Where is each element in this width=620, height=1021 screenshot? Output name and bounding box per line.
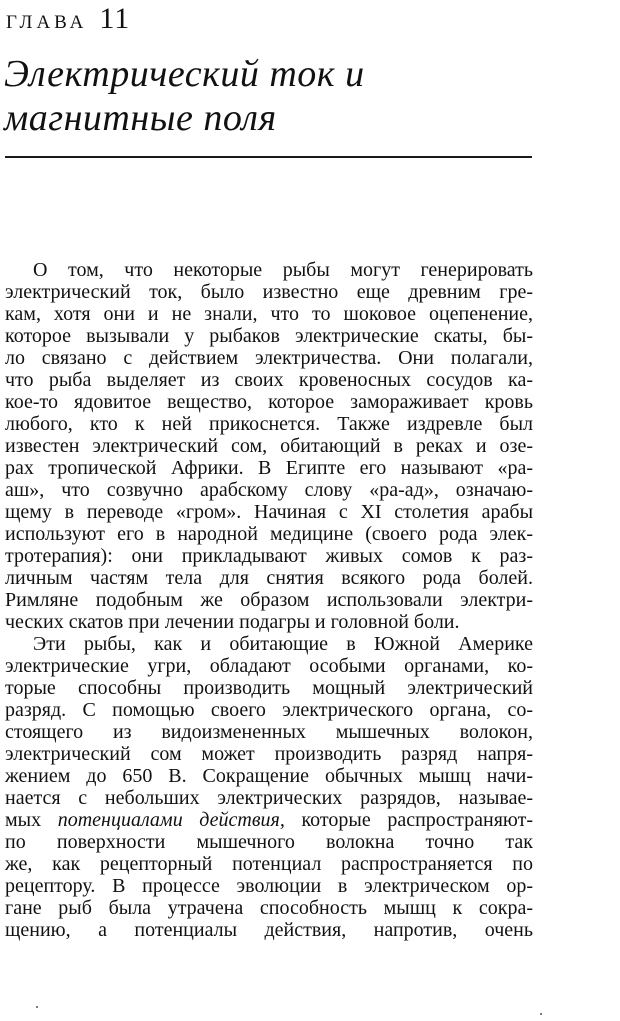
text-line: жением до 650 В. Сокращение обычных мышц начи- [5,765,533,787]
text-line: торые способны производить мощный электрический [5,677,533,699]
text-line: О том, что некоторые рыбы могут генерировать [33,259,533,281]
text-line: же, как рецепторный потенциал распространяется по [5,853,533,875]
text-line: тротерапия): они прикладывают живых сомов к раз- [5,545,533,567]
text-line: ло связано с действием электричества. Они полагали, [5,347,533,369]
chapter-title: Электрический ток и магнитные поля [4,53,365,139]
title-divider [5,156,532,158]
body-text [5,259,533,941]
line-start: мых [5,809,58,831]
text-line: используют его в народной медицине (своего рода элек- [5,523,533,545]
text-line: Римляне подобным же образом использовали электри- [5,589,533,611]
chapter-number: 11 [99,2,131,35]
text-line: любого, кто к ней прикоснется. Также издревле был [5,413,533,435]
text-line: которое вызывали у рыбаков электрические скаты, бы- [5,325,533,347]
text-line: электрические угри, обладают особыми органами, ко- [5,655,533,677]
text-line: стоящего из видоизмененных мышечных волокон, [5,721,533,743]
text-line: известен электрический сом, обитающий в реках и озе- [5,435,533,457]
chapter-label [6,2,130,42]
text-line: разряд. С помощью своего электрического органа, со- [5,699,533,721]
text-line: электрический сом может производить разряд напря- [5,743,533,765]
text-line: ческих скатов при лечении подагры и головной боли. [5,611,460,633]
text-line: рецептору. В процессе эволюции в электрическом ор- [5,875,533,897]
print-speck [36,1006,38,1008]
text-line: аш», что созвучно арабскому слову «ра-ад», означаю- [5,479,533,501]
text-line: электрический ток, было известно еще древним гре- [5,281,533,303]
text-line: личным частям тела для снятия всякого рода болей. [5,567,533,589]
text-line: щению, а потенциалы действия, напротив, очень [5,919,533,941]
paragraph-1 [5,259,533,633]
text-line: нается с небольших электрических разрядов, называе- [5,787,533,809]
text-line: рах тропической Африки. В Египте его называют «ра- [5,457,533,479]
paragraph-2 [5,633,533,941]
italic-term: потенциалами действия, [57,809,285,831]
line-rest: которые распространяют- [284,809,534,831]
text-line: по поверхности мышечного волокна точно так [5,831,533,853]
text-line: щему в переводе «гром». Начиная с XI столетия арабы [5,501,533,523]
print-speck [540,1013,542,1015]
chapter-word: ГЛАВА [6,12,88,33]
text-line: что рыба выделяет из своих кровеносных сосудов ка- [5,369,533,391]
text-line-with-term [5,809,533,831]
text-line: кам, хотя они и не знали, что то шоковое оцепенение, [5,303,533,325]
text-line: кое-то ядовитое вещество, которое замораживает кровь [5,391,533,413]
text-line: Эти рыбы, как и обитающие в Южной Америке [33,633,533,655]
text-line: гане рыб была утрачена способность мышц к сокра- [5,897,533,919]
